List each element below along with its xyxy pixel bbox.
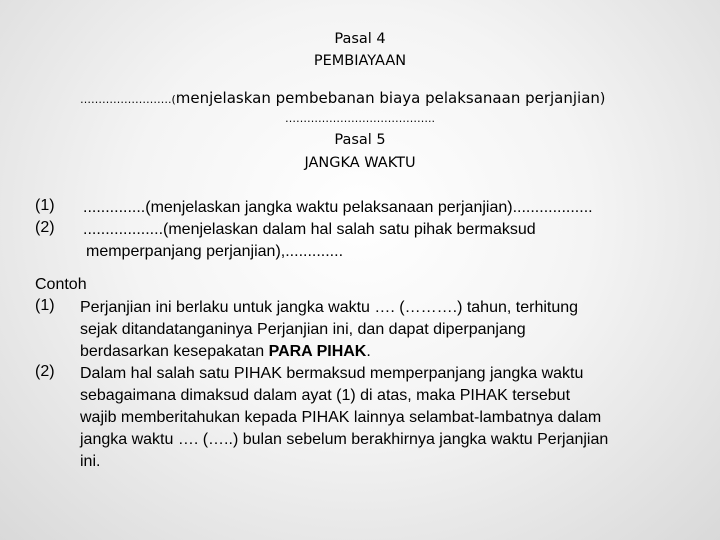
pasal5-item-2-line2: memperpanjang perjanjian),.............: [86, 243, 344, 260]
contoh-item-1-text: [80, 297, 710, 363]
contoh-item-2-text: [80, 363, 710, 473]
pasal4-title: Pasal 4: [334, 31, 386, 47]
pasal4-subtitle: PEMBIAYAAN: [313, 53, 407, 69]
pasal5-item-2-number: (2): [35, 219, 55, 236]
para-pihak-bold: PARA PIHAK: [268, 343, 367, 360]
contoh-item-1-line: Perjanjian ini berlaku untuk jangka waktu …. (……….) tahun, terhitung: [80, 299, 579, 316]
pasal5-item-1-number: (1): [35, 197, 55, 214]
pasal5-item-2-text: [83, 219, 703, 263]
contoh-item-2-line: ini.: [80, 453, 101, 470]
pasal4-dots-prefix: …………………….(: [80, 93, 176, 106]
contoh-item-1-line: sejak ditandatanganinya Perjanjian ini, dan dapat diperpanjang: [80, 321, 526, 338]
contoh-item-2-number: (2): [35, 363, 55, 380]
pasal4-description-line: [80, 89, 605, 107]
contoh-item-1-end: .: [366, 343, 371, 360]
pasal4-close-paren: ): [599, 91, 606, 107]
contoh-item-2-line: Dalam hal salah satu PIHAK bermaksud memperpanjang jangka waktu: [80, 365, 584, 382]
pasal4-dots-line: …………………………………..: [285, 112, 435, 125]
contoh-item-1-line-last: [80, 341, 710, 363]
pasal5-subtitle: JANGKA WAKTU: [304, 155, 416, 171]
contoh-item-2-line: wajib memberitahukan kepada PIHAK lainnya selambat-lambatnya dalam: [80, 409, 602, 426]
contoh-item-2-line: jangka waktu …. (…..) bulan sebelum berakhirnya jangka waktu Perjanjian: [80, 431, 609, 448]
pasal5-item-2-line1: ..................(menjelaskan dalam hal salah satu pihak bermaksud: [83, 221, 536, 238]
contoh-item-2-line: sebagaimana dimaksud dalam ayat (1) di atas, maka PIHAK tersebut: [80, 387, 571, 404]
contoh-heading: Contoh: [35, 276, 87, 293]
contoh-item-1-number: (1): [35, 297, 55, 314]
pasal4-description: menjelaskan pembebanan biaya pelaksanaan perjanjian: [175, 89, 600, 107]
pasal5-title: Pasal 5: [334, 132, 386, 148]
pasal5-item-1-text: ..............(menjelaskan jangka waktu pelaksanaan perjanjian)..................: [83, 199, 593, 216]
contoh-item-1-line: berdasarkan kesepakatan: [80, 343, 269, 360]
